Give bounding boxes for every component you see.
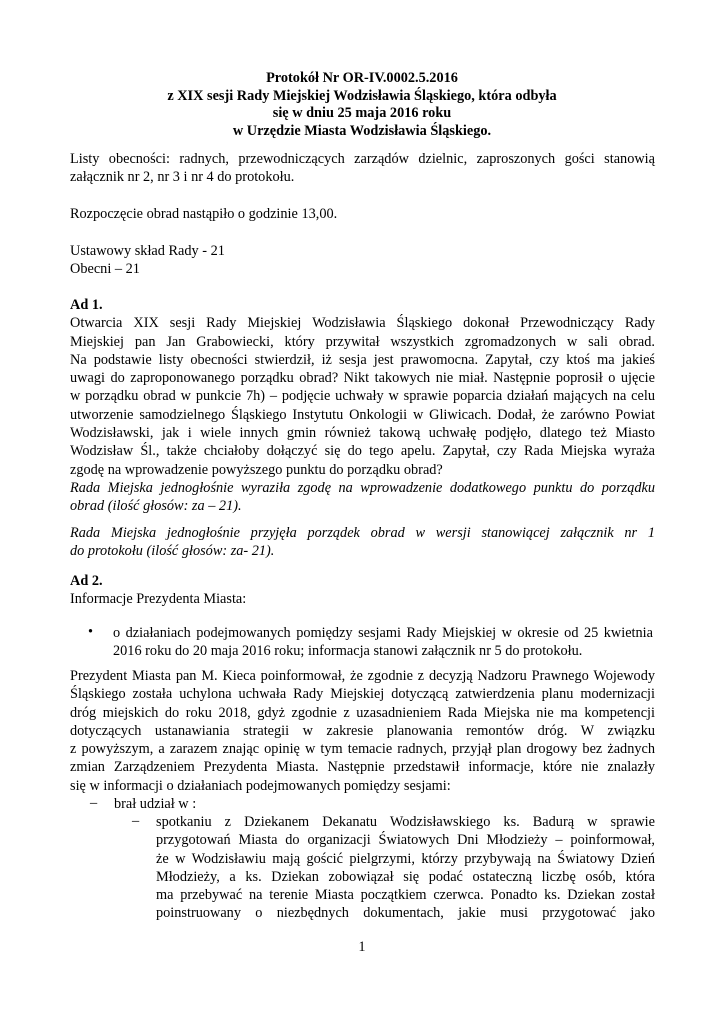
text-line: Rada Miejska jednogłośnie wyraziła zgodę na wprowadzenie dodatkowego punktu do porządku bbox=[70, 480, 655, 496]
protocol-title bbox=[60, 70, 664, 140]
text-line: uwagi do zaproponowanego porządku obrad? Nikt takowych nie miał. Następnie poprosił o ujęcie bbox=[70, 370, 655, 387]
resolution-agenda bbox=[70, 524, 655, 561]
resolution-additional-point bbox=[70, 479, 655, 516]
text-line: Wodzisławski, jak i wiele innych gmin również takową uchwałę podjęło, dlatego też Miasto bbox=[70, 425, 655, 442]
dash-subitem-meeting bbox=[156, 813, 655, 923]
ad1-heading: Ad 1. bbox=[70, 297, 103, 313]
text-line: Prezydent Miasta pan M. Kieca poinformował, że zgodnie z decyzją Nadzoru Prawnego Wojewody bbox=[70, 668, 655, 684]
title-line: z XIX sesji Rady Miejskiej Wodzisławia Śląskiego, która odbyła bbox=[167, 87, 557, 104]
ad2-heading: Ad 2. bbox=[70, 573, 103, 589]
bullet-item bbox=[113, 624, 653, 661]
text-line: 2016 roku do 20 maja 2016 roku; informacja stanowi załącznik nr 5 do protokołu. bbox=[113, 643, 583, 660]
present-line: Obecni – 21 bbox=[70, 261, 140, 278]
text-line: do protokołu (ilość głosów: za- 21). bbox=[70, 543, 275, 560]
dash-icon: – bbox=[90, 795, 98, 811]
text-line: o działaniach podejmowanych pomiędzy sesjami Rady Miejskiej w okresie od 25 kwietnia bbox=[113, 625, 653, 641]
text-line: Otwarcia XIX sesji Rady Miejskiej Wodzisławia Śląskiego dokonał Przewodniczący Rady bbox=[70, 315, 655, 332]
text-line: załącznik nr 2, nr 3 i nr 4 do protokołu. bbox=[70, 169, 295, 186]
president-paragraph bbox=[70, 667, 655, 795]
ad1-section bbox=[70, 296, 655, 479]
text-line: ma przebywać na terenie Miasta początkiem czerwca. Ponadto ks. Dziekan został bbox=[156, 887, 655, 904]
text-line: Listy obecności: radnych, przewodniczących zarządów dzielnic, zaproszonych gości stanowią bbox=[70, 151, 655, 167]
text-line: Rada Miejska jednogłośnie przyjęła porządek obrad w wersji stanowiącej załącznik nr 1 bbox=[70, 525, 655, 541]
council-composition bbox=[70, 242, 655, 279]
page-number: 1 bbox=[358, 939, 366, 955]
composition-line: Ustawowy skład Rady - 21 bbox=[70, 243, 225, 259]
title-line: w Urzędzie Miasta Wodzisławia Śląskiego. bbox=[232, 122, 492, 139]
text-line: dróg miejskich do roku 2018, gdyż zgodnie z uzasadnieniem Rada Miejska nie ma kompetencji bbox=[70, 704, 655, 721]
text-line: w porządku obrad w punkcie 7h) – podjęcie uchwały w sprawie poparcia działań mających na celu bbox=[70, 388, 655, 405]
ad2-header bbox=[70, 572, 655, 609]
ad2-subtitle: Informacje Prezydenta Miasta: bbox=[70, 591, 247, 608]
text-line: Śląskiego została uchylona uchwała Rady Miejskiej dotyczącą zatwierdzenia planu modernizacji bbox=[70, 686, 655, 703]
attendance-paragraph bbox=[70, 150, 655, 187]
title-line: Protokół Nr OR-IV.0002.5.2016 bbox=[266, 70, 458, 86]
text-line: obrad (ilość głosów: za – 21). bbox=[70, 498, 242, 515]
session-start bbox=[70, 205, 655, 223]
text-line: zgodę na wprowadzenie powyższego punktu do porządku obrad? bbox=[70, 461, 443, 478]
text-line: dotyczących ustanawiania strategii w zakresie planowania remontów dróg. W związku bbox=[70, 722, 655, 739]
text-line: Na podstawie listy obecności stwierdził, iż sesja jest prawomocna. Zapytał, czy ktoś ma jakieś bbox=[70, 351, 655, 368]
text-line: utworzenie samodzielnego Śląskiego Instytutu Onkologii w Gliwicach. Dodał, że zarówno Powiat bbox=[70, 406, 655, 423]
text-line: spotkaniu z Dziekanem Dekanatu Wodzisławskiego ks. Badurą w sprawie bbox=[156, 814, 655, 830]
text-line: się w informacji o działaniach podejmowanych pomiędzy sesjami: bbox=[70, 777, 451, 794]
text-line: Wodzisław Śl., także chciałoby dołączyć się do tego apelu. Zapytał, czy Rada Miejska wyraża bbox=[70, 443, 655, 460]
title-line: się w dniu 25 maja 2016 roku bbox=[272, 105, 452, 122]
text-line: poinstruowany o niezbędnych dokumentach, jakie musi przygotować jako bbox=[156, 905, 655, 922]
text-line: Młodzieży, a ks. Dziekan zobowiązał się podać ostateczną liczbę osób, która bbox=[156, 868, 655, 885]
text-line: przygotowań Miasta do organizacji Światowych Dni Młodzieży – poinformował, bbox=[156, 832, 655, 849]
bullet-icon: • bbox=[88, 624, 94, 640]
text-line: z powyższym, a zarazem znając opinię w tym temacie radnych, przyjął plan drogowy bez żadnych bbox=[70, 741, 655, 758]
dash-icon: – bbox=[132, 813, 140, 829]
text-line: że w Wodzisławiu mają gościć pielgrzymi, którzy przybywają na Światowy Dzień bbox=[156, 850, 655, 867]
dash-item-attended: brał udział w : bbox=[114, 796, 197, 812]
text-line: Rozpoczęcie obrad nastąpiło o godzinie 13,00. bbox=[70, 206, 338, 222]
text-line: zmian Zarządzeniem Prezydenta Miasta. Następnie przedstawił informacje, które nie znalazły bbox=[70, 759, 655, 776]
text-line: Miejskiej pan Jan Grabowiecki, który przywitał wszystkich zgromadzonych w sali obrad. bbox=[70, 333, 655, 350]
